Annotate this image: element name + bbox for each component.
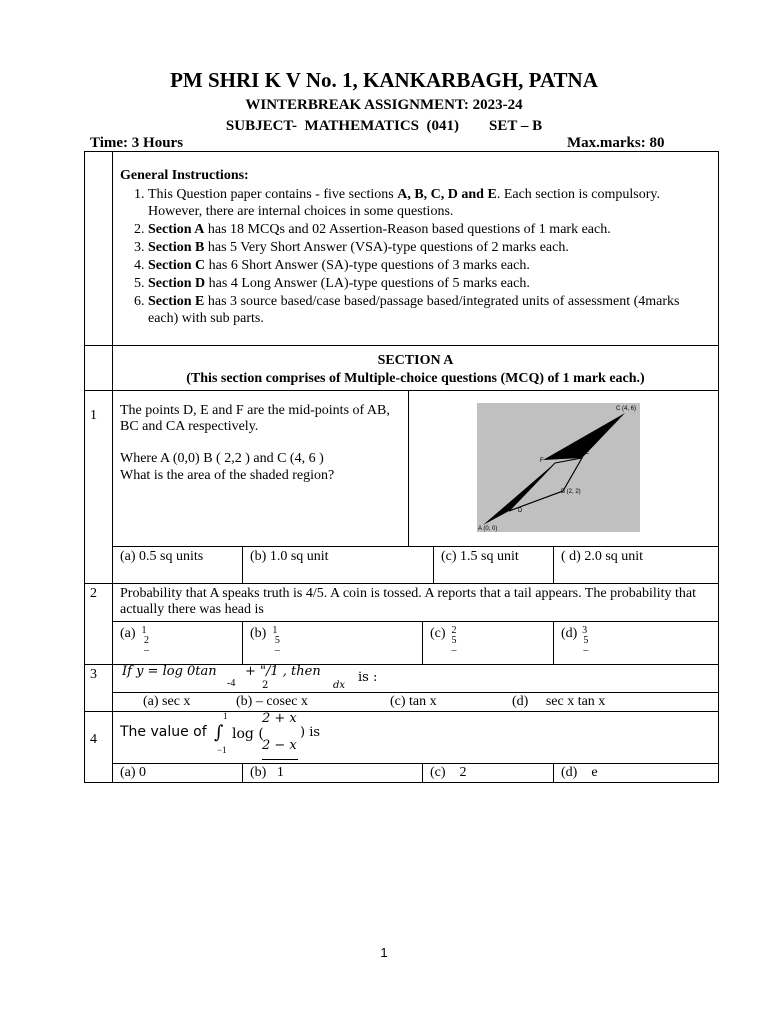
label-a: A (0, 0)	[478, 526, 498, 532]
instruction-item: 3. Section B has 5 Very Short Answer (VSA)-type questions of 2 marks each.	[148, 239, 710, 256]
q3-option-a: (a) sec x	[143, 694, 191, 709]
q3-option-d: (d) sec x tan x	[512, 694, 606, 709]
q3-sub-2: 2	[262, 680, 269, 691]
question-number: 1	[90, 408, 97, 423]
label-c: C (4, 6)	[616, 406, 637, 412]
instructions-list	[120, 186, 710, 327]
school-name: PM SHRI K V No. 1, KANKARBAGH, PATNA	[170, 68, 598, 92]
q3-sub-4: -4	[227, 678, 236, 689]
triangle-figure	[477, 403, 640, 532]
instruction-item: 6. Section E has 3 source based/case based/passage based/integrated units of assessment (4marks each) with sub parts.	[148, 293, 710, 327]
instruction-item: 5. Section D has 4 Long Answer (LA)-type questions of 5 marks each.	[148, 275, 710, 292]
q4-close: ) is	[300, 725, 321, 740]
q3-option-b: (b) – cosec x	[236, 694, 308, 709]
question-number: 3	[90, 667, 97, 682]
q3-stem-part2: + "/1 , then	[245, 664, 321, 679]
instruction-item: 2. Section A has 18 MCQs and 02 Assertion-Reason based questions of 1 mark each.	[148, 221, 710, 238]
question-number: 4	[90, 732, 97, 747]
time-label: Time: 3 Hours	[90, 135, 184, 151]
q1-question: What is the area of the shaded region?	[120, 468, 335, 483]
q1-text: The points D, E and F are the mid-points of AB, BC and CA respectively.	[120, 403, 390, 434]
label-b: B (2, 2)	[561, 489, 581, 495]
section-subtitle: (This section comprises of Multiple-choice questions (MCQ) of 1 mark each.)	[186, 371, 645, 386]
q2-option-a: (a) 1 2 –	[120, 625, 150, 656]
q4-option-c: (c) 2	[430, 765, 467, 780]
label-e: E	[585, 450, 590, 456]
question-number: 2	[90, 586, 97, 601]
instruction-item: 1. This Question paper contains - five sections A, B, C, D and E. Each section is compulsory. However, there are internal choices in some questions.	[148, 186, 710, 220]
q4-numerator: 2 + x	[262, 711, 297, 726]
integral-sign: ∫	[214, 722, 224, 743]
page-number: 1	[380, 945, 388, 960]
q1-option-c: (c) 1.5 sq unit	[441, 549, 519, 564]
q4-option-a: (a) 0	[120, 765, 147, 780]
assignment-title: WINTERBREAK ASSIGNMENT: 2023-24	[245, 97, 523, 113]
q1-option-a: (a) 0.5 sq units	[120, 549, 204, 564]
q3-option-c: (c) tan x	[390, 694, 437, 709]
label-f: F	[540, 458, 544, 464]
q1-option-b: (b) 1.0 sq unit	[250, 549, 329, 564]
q4-lead: The value of	[120, 724, 207, 740]
q1-coordinates: Where A (0,0) B ( 2,2 ) and C (4, 6 )	[120, 451, 324, 466]
q4-denominator: 2 − x	[262, 738, 297, 753]
q2-option-c: (c) 2 5 –	[430, 625, 457, 656]
instruction-item: 4. Section C has 6 Short Answer (SA)-type questions of 3 marks each.	[148, 257, 710, 274]
q3-stem-end: is :	[358, 670, 378, 685]
section-title: SECTION A	[377, 353, 454, 368]
fraction-bar	[262, 759, 298, 760]
q2-text: Probability that A speaks truth is 4/5. A coin is tossed. A reports that a tail appears. The probability that actually there was head is	[120, 586, 697, 617]
q4-lower-limit: −1	[217, 745, 227, 755]
q1-option-d: ( d) 2.0 sq unit	[561, 549, 644, 564]
q4-log: log (	[232, 726, 264, 742]
instructions-heading: General Instructions:	[120, 168, 249, 183]
label-d: D	[518, 508, 523, 514]
max-marks-label: Max.marks: 80	[567, 135, 665, 151]
q3-sub-dx: dx	[333, 680, 346, 691]
q4-upper-limit: 1	[223, 711, 228, 721]
subject-line: SUBJECT- MATHEMATICS (041) SET – B	[225, 118, 543, 134]
q3-stem-part1: If y = log 0tan	[122, 664, 217, 679]
general-instructions	[120, 167, 710, 328]
q2-option-d: (d) 3 5 –	[561, 625, 589, 656]
q4-option-b: (b) 1	[250, 765, 284, 780]
q2-option-b: (b) 1 5 –	[250, 625, 280, 656]
q4-option-d: (d) e	[561, 765, 598, 780]
